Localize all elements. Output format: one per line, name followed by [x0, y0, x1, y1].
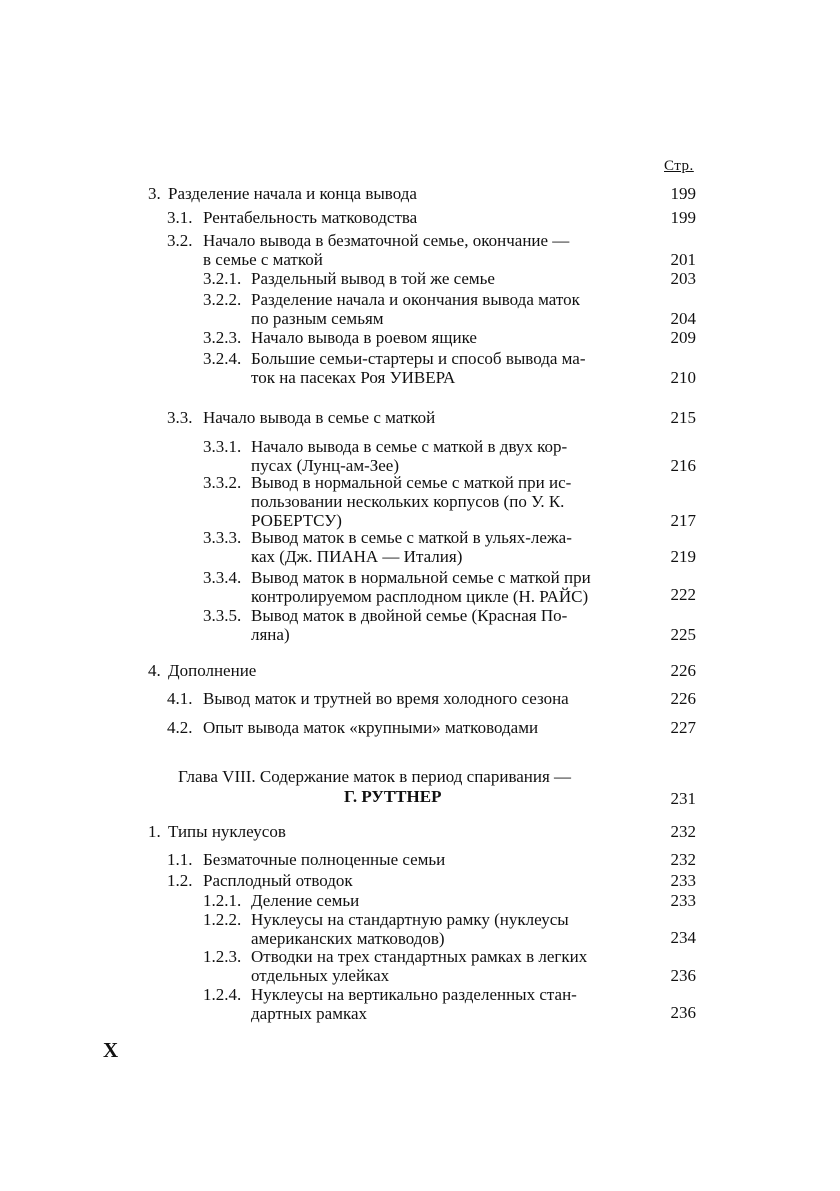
entry-title: ток на пасеках Роя УИВЕРА — [251, 368, 456, 387]
entry-page: 233 — [670, 891, 696, 910]
entry-number: 3.3. — [167, 408, 193, 427]
entry-title: Вывод маток и трутней во время холодного сезона — [203, 689, 569, 708]
entry-title: Типы нуклеусов — [168, 822, 286, 841]
entry-title: Рентабельность матководства — [203, 208, 418, 227]
entry-page: 217 — [670, 511, 696, 530]
entry-number: 3.3.4. — [203, 568, 242, 587]
entry-title: Отводки на трех стандартных рамках в легких — [251, 947, 588, 966]
entry-number: 1.2.3. — [203, 947, 242, 966]
entry-title: Начало вывода в семье с маткой в двух кор- — [251, 437, 568, 456]
entry-title: Опыт вывода маток «крупными» матководами — [203, 718, 539, 737]
entry-title: ках (Дж. ПИАНА — Италия) — [251, 547, 463, 566]
entry-title: Раздельный вывод в той же семье — [251, 269, 495, 288]
entry-title: Вывод в нормальной семье с маткой при ис- — [251, 473, 572, 492]
entry-number: 3.3.3. — [203, 528, 242, 547]
entry-title: Разделение начала и окончания вывода маток — [251, 290, 580, 309]
page-marker: X — [103, 1038, 119, 1062]
entry-number: 4. — [148, 661, 161, 680]
chapter-title: Глава VIII. Содержание маток в период спаривания — — [178, 767, 572, 786]
entry-title: Безматочные полноценные семьи — [203, 850, 446, 869]
entry-number: 1.1. — [167, 850, 193, 869]
entry-page: 216 — [670, 456, 696, 475]
entry-number: 1.2.1. — [203, 891, 242, 910]
entry-page: 234 — [670, 928, 696, 947]
entry-number: 3.2. — [167, 231, 193, 250]
entry-title: пусах (Лунц-ам-Зее) — [251, 456, 400, 475]
entry-number: 4.1. — [167, 689, 193, 708]
entry-title: Начало вывода в роевом ящике — [251, 328, 477, 347]
entry-page: 215 — [670, 408, 696, 427]
entry-page: 236 — [670, 966, 696, 985]
page-column-label: Стр. — [664, 158, 694, 174]
entry-page: 226 — [670, 661, 696, 680]
entry-number: 1.2. — [167, 871, 193, 890]
entry-page: 222 — [670, 585, 696, 604]
entry-number: 3.2.1. — [203, 269, 242, 288]
entry-title: по разным семьям — [251, 309, 384, 328]
entry-title: РОБЕРТСУ) — [251, 511, 342, 530]
entry-number: 1. — [148, 822, 161, 841]
entry-title: Деление семьи — [251, 891, 360, 910]
entry-page: 226 — [670, 689, 696, 708]
entry-number: 3.2.4. — [203, 349, 242, 368]
entry-title: в семье с маткой — [203, 250, 323, 269]
chapter-author: Г. РУТТНЕР — [344, 787, 442, 806]
entry-page: 210 — [670, 368, 696, 387]
entry-title: контролируемом расплодном цикле (Н. РАЙС) — [251, 587, 589, 606]
entry-page: 232 — [670, 850, 696, 869]
entry-title: Вывод маток в семье с маткой в ульях-лежа- — [251, 528, 572, 547]
entry-page: 199 — [670, 208, 696, 227]
entry-page: 225 — [670, 625, 696, 644]
entry-title: Расплодный отводок — [203, 871, 353, 890]
entry-title: Вывод маток в нормальной семье с маткой при — [251, 568, 591, 587]
entry-title: Разделение начала и конца вывода — [168, 184, 417, 203]
entry-number: 4.2. — [167, 718, 193, 737]
entry-number: 3.3.2. — [203, 473, 242, 492]
entry-title: американских матководов) — [251, 929, 445, 948]
entry-title: дартных рамках — [251, 1004, 368, 1023]
entry-page: 209 — [670, 328, 696, 347]
entry-title: Нуклеусы на вертикально разделенных стан- — [251, 985, 577, 1004]
entry-title: Дополнение — [168, 661, 257, 680]
entry-page: 227 — [670, 718, 696, 737]
entry-title: Начало вывода в семье с маткой — [203, 408, 436, 427]
entry-title: Нуклеусы на стандартную рамку (нуклеусы — [251, 910, 569, 929]
entry-title: отдельных улейках — [251, 966, 390, 985]
entry-page: 201 — [670, 250, 696, 269]
entry-number: 3.2.2. — [203, 290, 242, 309]
entry-page: 236 — [670, 1003, 696, 1022]
entry-page: 203 — [670, 269, 696, 288]
entry-page: 199 — [670, 184, 696, 203]
entry-number: 3. — [148, 184, 161, 203]
entry-page: 231 — [670, 789, 696, 808]
entry-page: 204 — [670, 309, 696, 328]
entry-title: пользовании нескольких корпусов (по У. К. — [251, 492, 565, 511]
entry-title: Начало вывода в безматочной семье, окончание — — [203, 231, 570, 250]
entry-number: 1.2.2. — [203, 910, 242, 929]
entry-page: 219 — [670, 547, 696, 566]
entry-number: 3.3.5. — [203, 606, 242, 625]
entry-title: ляна) — [251, 625, 290, 644]
entry-number: 1.2.4. — [203, 985, 242, 1004]
entry-page: 233 — [670, 871, 696, 890]
entry-title: Большие семьи-стартеры и способ вывода ма- — [251, 349, 586, 368]
entry-number: 3.1. — [167, 208, 193, 227]
entry-title: Вывод маток в двойной семье (Красная По- — [251, 606, 568, 625]
entry-page: 232 — [670, 822, 696, 841]
entry-number: 3.3.1. — [203, 437, 242, 456]
entry-number: 3.2.3. — [203, 328, 242, 347]
